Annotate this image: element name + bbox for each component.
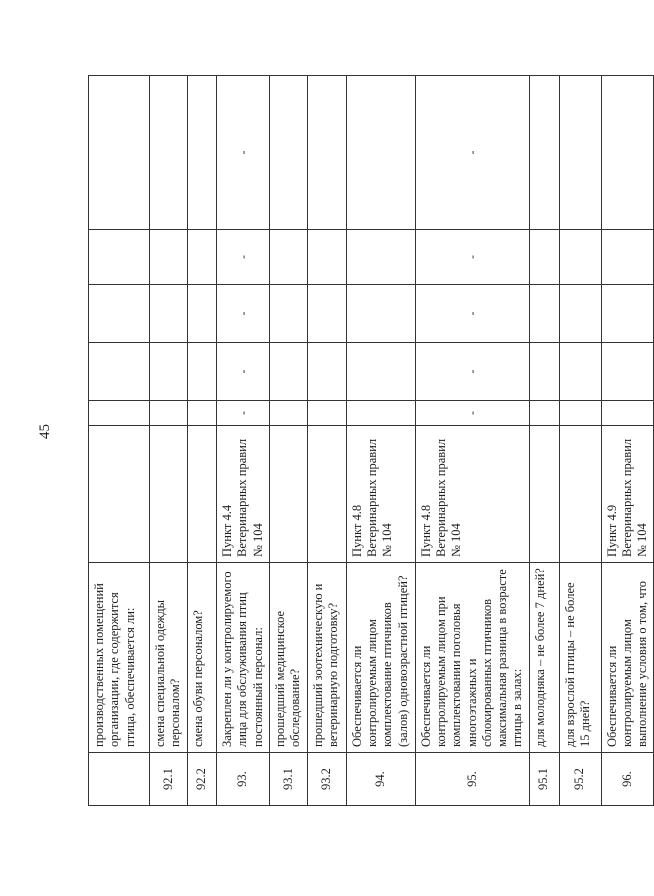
row-question: для молодняка – не более 7 дней? [529, 563, 559, 753]
answer-cell [346, 285, 415, 343]
answer-cell [601, 285, 654, 343]
row-reference [307, 426, 346, 563]
answer-cell [269, 285, 307, 343]
row-reference: Пункт 4.8 Ветеринарных правил № 104 [415, 426, 529, 563]
row-question: смена обуви персоналом? [188, 563, 217, 753]
row-number: 95.2 [559, 753, 601, 806]
row-question: прошедший медицинское обследование? [269, 563, 307, 753]
row-number: 96. [601, 753, 654, 806]
answer-cell: - [217, 343, 270, 401]
answer-cell [150, 343, 188, 401]
answer-cell: - [217, 230, 270, 285]
answer-cell [346, 401, 415, 426]
answer-cell [601, 76, 654, 230]
answer-cell [529, 76, 559, 230]
answer-cell [601, 401, 654, 426]
answer-cell [269, 343, 307, 401]
answer-cell: - [415, 343, 529, 401]
answer-cell [150, 285, 188, 343]
answer-cell [346, 230, 415, 285]
answer-cell [89, 76, 150, 230]
answer-cell [269, 76, 307, 230]
answer-cell [307, 285, 346, 343]
row-reference: Пункт 4.4 Ветеринарных правил № 104 [217, 426, 270, 563]
answer-cell [346, 343, 415, 401]
table-row [307, 76, 346, 806]
checklist-table-rotated [88, 76, 649, 806]
row-question: для взрослой птицы – не более 15 дней? [559, 563, 601, 753]
row-question: производственных помещений организации, где содержится птица, обеспечивается ли: [89, 563, 150, 753]
row-question: прошедший зоотехническую и ветеринарную подготовку? [307, 563, 346, 753]
table-row [559, 76, 601, 806]
table-row [269, 76, 307, 806]
answer-cell: - [415, 401, 529, 426]
answer-cell [529, 343, 559, 401]
answer-cell [188, 76, 217, 230]
answer-cell [307, 76, 346, 230]
row-question: смена специальной одежды персоналом? [150, 563, 188, 753]
answer-cell [559, 401, 601, 426]
answer-cell [89, 230, 150, 285]
answer-cell [188, 401, 217, 426]
checklist-table [88, 75, 654, 806]
answer-cell: - [415, 285, 529, 343]
answer-cell [601, 343, 654, 401]
row-number: 95. [415, 753, 529, 806]
row-number: 92.1 [150, 753, 188, 806]
answer-cell [188, 285, 217, 343]
answer-cell [307, 401, 346, 426]
row-reference [559, 426, 601, 563]
answer-cell [559, 285, 601, 343]
answer-cell [150, 401, 188, 426]
row-reference: Пункт 4.9 Ветеринарных правил № 104 [601, 426, 654, 563]
row-question: Обеспечивается ли контролируемым лицом комплектование птичников (залов) одновозрастной птицей? [346, 563, 415, 753]
row-reference [269, 426, 307, 563]
answer-cell [601, 230, 654, 285]
answer-cell [559, 343, 601, 401]
answer-cell [559, 230, 601, 285]
answer-cell [269, 230, 307, 285]
answer-cell [89, 285, 150, 343]
row-number: 93. [217, 753, 270, 806]
answer-cell: - [415, 230, 529, 285]
answer-cell: - [217, 285, 270, 343]
page-number: 45 [37, 424, 53, 439]
answer-cell: - [217, 401, 270, 426]
row-number [89, 753, 150, 806]
table-row [601, 76, 654, 806]
row-reference [150, 426, 188, 563]
row-reference [89, 426, 150, 563]
row-number: 92.2 [188, 753, 217, 806]
row-question: Обеспечивается ли контролируемым лицом при комплектовании поголовья многоэтажных и сблокированных птичников максимальная разница в возрасте птицы в залах: [415, 563, 529, 753]
row-reference [529, 426, 559, 563]
table-row [529, 76, 559, 806]
answer-cell [188, 230, 217, 285]
answer-cell [150, 76, 188, 230]
answer-cell [529, 401, 559, 426]
row-reference: Пункт 4.8 Ветеринарных правил № 104 [346, 426, 415, 563]
answer-cell [89, 343, 150, 401]
answer-cell [307, 343, 346, 401]
answer-cell [188, 343, 217, 401]
answer-cell [529, 230, 559, 285]
table-row [217, 76, 270, 806]
answer-cell [346, 76, 415, 230]
table-row [89, 76, 150, 806]
answer-cell [559, 76, 601, 230]
table-row [415, 76, 529, 806]
row-number: 93.2 [307, 753, 346, 806]
row-number: 95.1 [529, 753, 559, 806]
row-number: 94. [346, 753, 415, 806]
answer-cell: - [217, 76, 270, 230]
answer-cell [269, 401, 307, 426]
answer-cell [89, 401, 150, 426]
table-row [188, 76, 217, 806]
row-reference [188, 426, 217, 563]
table-row [346, 76, 415, 806]
answer-cell [150, 230, 188, 285]
answer-cell [307, 230, 346, 285]
row-question: Закреплен ли у контролируемого лица для обслуживания птиц постоянный персонал: [217, 563, 270, 753]
row-question: Обеспечивается ли контролируемым лицом выполнение условия о том, что [601, 563, 654, 753]
table-row [150, 76, 188, 806]
answer-cell: - [415, 76, 529, 230]
row-number: 93.1 [269, 753, 307, 806]
answer-cell [529, 285, 559, 343]
